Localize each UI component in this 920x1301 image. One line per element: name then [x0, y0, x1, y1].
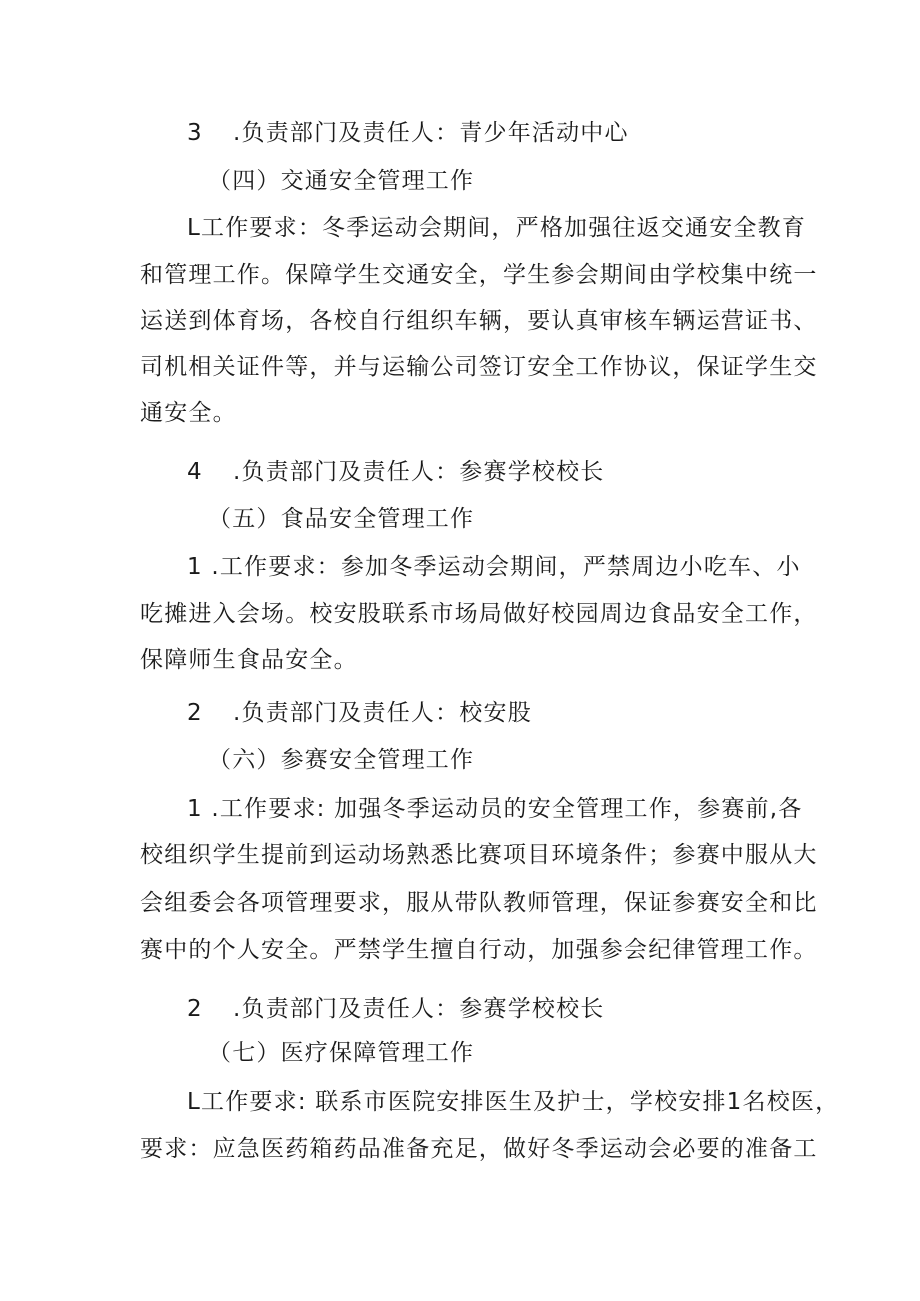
- paragraph-line: L工作要求: 联系市医院安排医生及护士，学校安排1名校医，: [187, 1089, 840, 1115]
- paragraph-line: 要求：应急医药箱药品准备充足，做好冬季运动会必要的准备工: [140, 1136, 818, 1162]
- paragraph-line: L工作要求：冬季运动会期间，严格加强往返交通安全教育: [187, 215, 807, 241]
- paragraph-line: 和管理工作。保障学生交通安全，学生参会期间由学校集中统一: [140, 262, 818, 288]
- paragraph-line: 通安全。: [140, 400, 237, 426]
- section-heading-6: （六）参赛安全管理工作: [208, 747, 475, 773]
- paragraph-line: 保障师生食品安全。: [140, 647, 358, 673]
- item-4-responsible-line: [187, 457, 832, 487]
- item-number: 3: [187, 120, 202, 146]
- paragraph-line: 校组织学生提前到运动场熟悉比赛项目环境条件；参赛中服从大: [140, 842, 818, 868]
- item-text: .负责部门及责任人：参赛学校校长: [233, 459, 605, 485]
- item-2-responsible-line: [187, 994, 832, 1024]
- paragraph-line: 1 .工作要求: 加强冬季运动员的安全管理工作，参赛前,各: [187, 796, 803, 822]
- item-text: .负责部门及责任人：青少年活动中心: [233, 120, 629, 146]
- section-heading-4: （四）交通安全管理工作: [208, 168, 475, 194]
- item-3-responsible-line: [187, 118, 832, 148]
- paragraph-line: 司机相关证件等，并与运输公司签订安全工作协议，保证学生交: [140, 354, 818, 380]
- item-number: 2: [187, 700, 202, 726]
- section-heading-7: （七）医疗保障管理工作: [208, 1040, 475, 1066]
- paragraph-line: 1 .工作要求：参加冬季运动会期间，严禁周边小吃车、小: [187, 554, 801, 580]
- paragraph-line: 会组委会各项管理要求，服从带队教师管理，保证参赛安全和比: [140, 890, 818, 916]
- paragraph-line: 吃摊进入会场。校安股联系市场局做好校园周边食品安全工作，: [140, 601, 818, 627]
- paragraph-line: 赛中的个人安全。严禁学生擅自行动，加强参会纪律管理工作。: [140, 937, 818, 963]
- item-2-responsible-line: [187, 698, 832, 728]
- paragraph-line: 运送到体育场，各校自行组织车辆，要认真审核车辆运营证书、: [140, 308, 818, 334]
- item-text: .负责部门及责任人：校安股: [233, 700, 532, 726]
- item-text: .负责部门及责任人：参赛学校校长: [233, 996, 605, 1022]
- item-number: 2: [187, 996, 202, 1022]
- section-heading-5: （五）食品安全管理工作: [208, 506, 475, 532]
- item-number: 4: [187, 459, 202, 485]
